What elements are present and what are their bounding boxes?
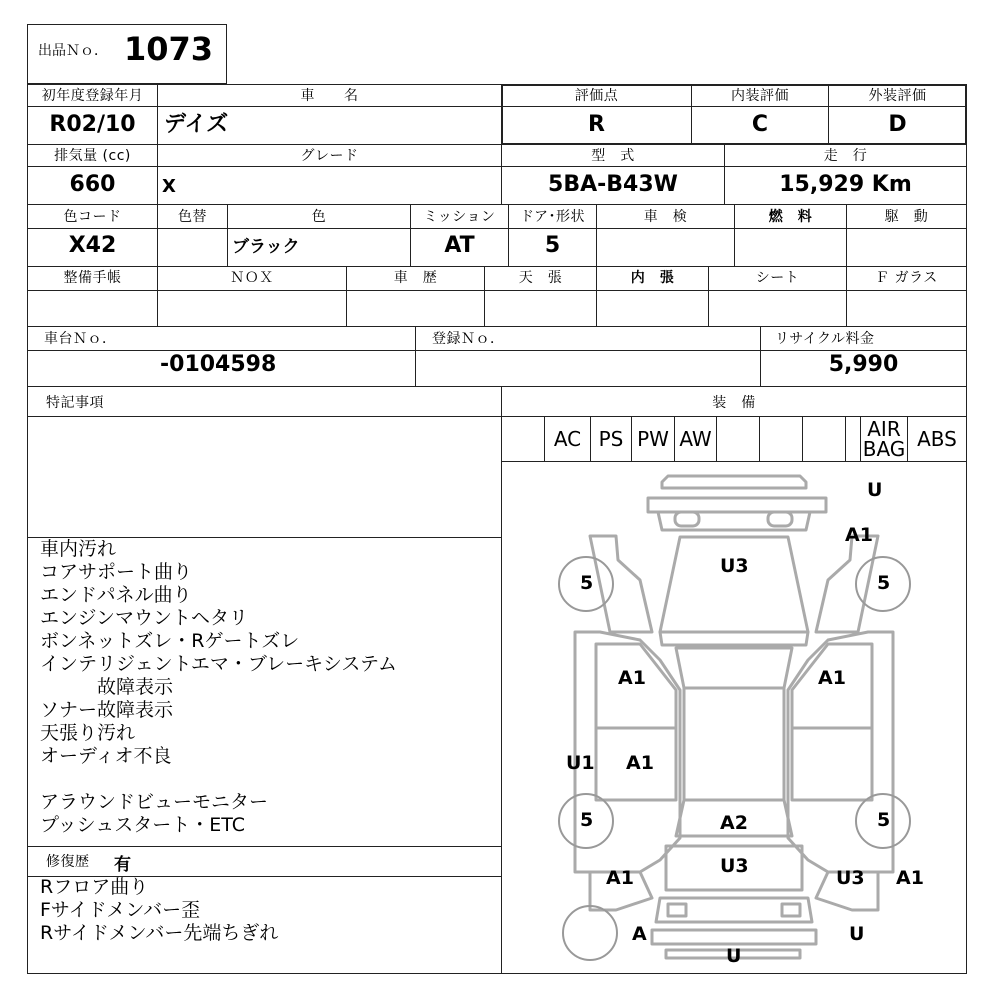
- damage-front-right-wheel: 5: [877, 572, 891, 594]
- note-line: ボンネットズレ・Rゲートズレ: [40, 630, 300, 652]
- grade-label: グレード: [300, 148, 359, 164]
- damage-left-rear-door-lower: U1: [566, 752, 595, 774]
- displacement-value: 660: [69, 172, 116, 197]
- score-value: R: [588, 112, 605, 137]
- damage-right-rear-corner: A1: [896, 867, 924, 889]
- equipment-item-ps: PS: [598, 427, 624, 451]
- note-line: エンジンマウントヘタリ: [40, 607, 249, 629]
- headliner-label: 内 張: [630, 270, 675, 286]
- doors-value: 5: [544, 233, 561, 258]
- recycle-label: リサイクル料金: [775, 331, 875, 347]
- registration-label: 登録Ｎｏ．: [432, 331, 505, 347]
- equipment-item-pw: PW: [637, 427, 669, 451]
- damage-left-rear-door: A1: [626, 752, 654, 774]
- grade-value: X: [162, 176, 176, 197]
- damage-left-front-door: A1: [618, 667, 646, 689]
- equipment-item-airbag: AIR BAG: [862, 417, 906, 461]
- lot-label: 出品Ｎｏ．: [38, 43, 108, 59]
- transmission-label: ミッション: [423, 209, 496, 225]
- equipment-item-abs: ABS: [917, 427, 957, 451]
- damage-rear-bumper: U: [726, 945, 742, 967]
- damage-bonnet: U3: [720, 555, 749, 577]
- chassis-value: -0104598: [160, 352, 277, 377]
- damage-rear-bumper-right: U: [849, 923, 865, 945]
- interior-value: C: [751, 112, 769, 137]
- exterior-label: 外装評価: [868, 88, 927, 104]
- doors-label: ドア･形状: [519, 209, 586, 225]
- car-name-value: デイズ: [164, 112, 229, 137]
- damage-back-door: U3: [720, 855, 749, 877]
- note-line: オーディオ不良: [40, 745, 172, 767]
- exterior-value: D: [888, 112, 907, 137]
- equipment-label: 装 備: [712, 395, 756, 411]
- f-glass-label: Ｆ ガラス: [875, 270, 938, 286]
- color-code-label: 色コード: [63, 209, 122, 225]
- equipment-item-aw: AW: [679, 427, 712, 451]
- transmission-value: AT: [444, 233, 475, 258]
- note-line: アラウンドビューモニター: [40, 791, 269, 813]
- damage-right-front-door: A1: [818, 667, 846, 689]
- note-line: 車内汚れ: [40, 538, 117, 560]
- lot-number: 1073: [124, 30, 214, 68]
- damage-rear-left-wheel: 5: [580, 809, 594, 831]
- reg-year-value: R02/10: [49, 112, 136, 137]
- fuel-label: 燃 料: [768, 209, 813, 225]
- inspection-label: 車 検: [643, 209, 688, 225]
- mileage-label: 走 行: [823, 148, 868, 164]
- repair-line: Rサイドメンバー先端ちぎれ: [40, 922, 279, 944]
- recycle-value: 5,990: [828, 352, 899, 377]
- color-code-value: X42: [68, 233, 117, 258]
- note-line: ソナー故障表示: [40, 699, 174, 721]
- color-value: ブラック: [232, 237, 300, 257]
- equipment-item-ac: AC: [553, 427, 582, 451]
- damage-rear-roof-edge: A2: [720, 812, 748, 834]
- model-value: 5BA-B43W: [548, 172, 678, 197]
- note-line: プッシュスタート・ETC: [40, 814, 246, 836]
- damage-right-rear-quarter: U3: [836, 867, 865, 889]
- nox-label: ＮＯＸ: [230, 270, 274, 286]
- note-line: エンドパネル曲り: [40, 584, 192, 606]
- repair-value: 有: [114, 855, 131, 875]
- model-label: 型 式: [591, 148, 635, 164]
- damage-front-bumper: U: [867, 479, 883, 501]
- note-line: 故障表示: [40, 676, 174, 698]
- repair-label: 修復歴: [46, 854, 90, 870]
- maintenance-label: 整備手帳: [63, 270, 122, 286]
- damage-rear-bumper-left: A: [632, 923, 647, 945]
- note-line: コアサポート曲り: [40, 561, 193, 583]
- repair-line: Rフロア曲り: [40, 876, 149, 898]
- damage-front-left-wheel: 5: [580, 572, 594, 594]
- damage-left-rear-quarter: A1: [606, 867, 634, 889]
- chassis-label: 車台Ｎｏ．: [44, 331, 117, 347]
- repair-line: Fサイドメンバー歪: [40, 899, 201, 921]
- score-label: 評価点: [574, 88, 619, 104]
- reg-year-label: 初年度登録年月: [41, 88, 144, 104]
- interior-label: 内装評価: [731, 88, 789, 104]
- repaint-label: 色替: [178, 209, 207, 225]
- note-line: インテリジェントエマ・ブレーキシステム: [40, 653, 398, 675]
- car-name-label: 車 名: [300, 88, 359, 104]
- color-label: 色: [311, 209, 327, 225]
- history-label: 車 歴: [393, 270, 438, 286]
- mileage-value: 15,929 Km: [779, 172, 912, 197]
- damage-rear-right-wheel: 5: [877, 809, 891, 831]
- seat-label: シート: [755, 270, 800, 286]
- note-line: 天張り汚れ: [40, 722, 136, 744]
- notes-label: 特記事項: [46, 395, 104, 411]
- displacement-label: 排気量 (cc): [54, 148, 131, 164]
- damage-front-right-fender: A1: [845, 524, 873, 546]
- sunroof-label: 天 張: [518, 270, 563, 286]
- drive-label: 駆 動: [884, 209, 929, 225]
